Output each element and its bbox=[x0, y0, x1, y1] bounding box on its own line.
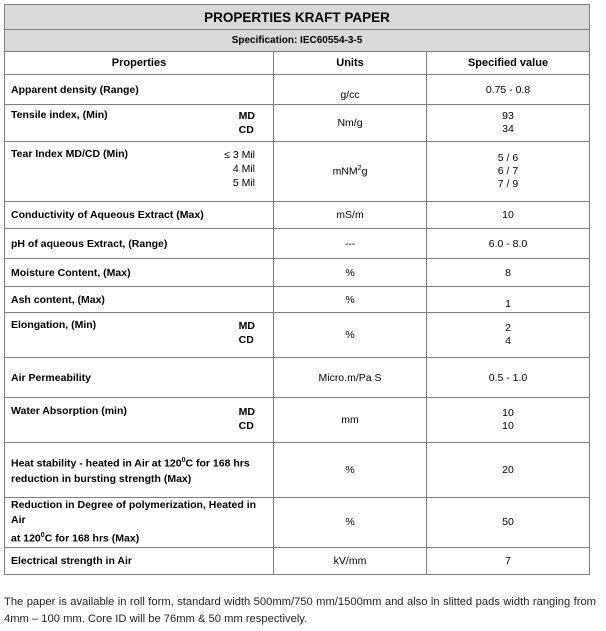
unit-cell: % bbox=[274, 313, 427, 358]
header-properties: Properties bbox=[5, 52, 274, 75]
unit-cell bbox=[274, 142, 427, 202]
thickness-3-mil: ≤ 3 Mil bbox=[224, 149, 255, 161]
direction-md: MD bbox=[238, 110, 255, 122]
table-row bbox=[5, 498, 590, 548]
property-text: Heat stability - heated in Air at 120 bbox=[11, 457, 182, 470]
table-row bbox=[5, 142, 590, 202]
property-line-2 bbox=[11, 528, 267, 547]
property-line-1 bbox=[11, 453, 267, 472]
value-cell: 7 bbox=[427, 547, 590, 574]
property-cell bbox=[5, 398, 274, 443]
value-cell: 0.5 - 1.0 bbox=[427, 358, 590, 398]
property-text: at 120 bbox=[11, 532, 41, 545]
value-cd: 34 bbox=[502, 123, 514, 135]
direction-labels bbox=[239, 405, 255, 433]
table-row bbox=[5, 105, 590, 142]
value-cell: 6.0 - 8.0 bbox=[427, 229, 590, 259]
header-units: Units bbox=[274, 52, 427, 75]
property-label: Water Absorption (min) bbox=[11, 405, 127, 417]
value-cd: 4 bbox=[505, 335, 511, 347]
specification-row bbox=[5, 30, 590, 52]
value-md: 93 bbox=[502, 110, 514, 122]
property-text: C for 168 hrs (Max) bbox=[44, 532, 140, 545]
unit-cell: Nm/g bbox=[274, 105, 427, 142]
thickness-5-mil: 5 Mil bbox=[232, 177, 255, 189]
value-cell bbox=[427, 142, 590, 202]
property-text: C for 168 hrs bbox=[185, 457, 250, 470]
property-cell bbox=[5, 443, 274, 498]
unit-text: mNM bbox=[332, 165, 358, 178]
value-cell: 8 bbox=[427, 259, 590, 287]
unit-cell: mm bbox=[274, 398, 427, 443]
property-cell: Apparent density (Range) bbox=[5, 75, 274, 105]
unit-cell: % bbox=[274, 498, 427, 548]
table-title-row bbox=[5, 5, 590, 30]
table-row bbox=[5, 259, 590, 287]
availability-note: The paper is available in roll form, standard width 500mm/750 mm/1500mm and also in slitted pads width ranging from 4mm – 100 mm. Core ID will be 76mm & 50 mm respectively. bbox=[4, 596, 596, 625]
table-row bbox=[5, 443, 590, 498]
value-5-mil: 7 / 9 bbox=[497, 178, 519, 190]
unit-cell: kV/mm bbox=[274, 547, 427, 574]
table-row bbox=[5, 313, 590, 358]
unit-cell: g/cc bbox=[274, 75, 427, 105]
value-cell: 10 bbox=[427, 202, 590, 229]
value-cell bbox=[427, 313, 590, 358]
thickness-labels bbox=[224, 148, 255, 190]
value-cell: 1 bbox=[427, 287, 590, 313]
table-row bbox=[5, 202, 590, 229]
value-4-mil: 6 / 7 bbox=[497, 165, 519, 177]
table-row bbox=[5, 547, 590, 574]
unit-cell: % bbox=[274, 259, 427, 287]
property-line-1: Reduction in Degree of polymerization, Heated in Air bbox=[11, 499, 257, 526]
property-cell: Air Permeability bbox=[5, 358, 274, 398]
property-cell: Conductivity of Aqueous Extract (Max) bbox=[5, 202, 274, 229]
value-md: 2 bbox=[505, 322, 511, 334]
direction-cd: CD bbox=[238, 420, 254, 432]
direction-md: MD bbox=[238, 320, 255, 332]
unit-cell: --- bbox=[274, 229, 427, 259]
unit-cell: Micro.m/Pa S bbox=[274, 358, 427, 398]
property-label: Tear Index MD/CD (Min) bbox=[11, 148, 129, 160]
property-cell: Ash content, (Max) bbox=[5, 287, 274, 313]
unit-cell: % bbox=[274, 287, 427, 313]
table-title: PROPERTIES KRAFT PAPER bbox=[5, 5, 590, 30]
value-cell: 0.75 - 0.8 bbox=[427, 75, 590, 105]
property-cell bbox=[5, 105, 274, 142]
header-row bbox=[5, 52, 590, 75]
unit-cell: mS/m bbox=[274, 202, 427, 229]
value-cell bbox=[427, 105, 590, 142]
value-cd: 10 bbox=[502, 420, 514, 432]
degree-superscript: 0 bbox=[40, 532, 45, 539]
property-cell bbox=[5, 313, 274, 358]
direction-labels bbox=[239, 319, 255, 347]
value-cell: 50 bbox=[427, 498, 590, 548]
value-cell: 20 bbox=[427, 443, 590, 498]
thickness-4-mil: 4 Mil bbox=[232, 163, 255, 175]
table-row bbox=[5, 287, 590, 313]
table-row bbox=[5, 398, 590, 443]
direction-cd: CD bbox=[238, 124, 254, 136]
property-label: Elongation, (Min) bbox=[11, 319, 97, 331]
value-cell bbox=[427, 398, 590, 443]
value-3-mil: 5 / 6 bbox=[497, 152, 519, 164]
direction-cd: CD bbox=[238, 334, 254, 346]
table-row bbox=[5, 229, 590, 259]
table-row bbox=[5, 358, 590, 398]
value-md: 10 bbox=[502, 407, 514, 419]
unit-text: g bbox=[361, 165, 368, 178]
degree-superscript: 0 bbox=[181, 457, 186, 465]
table-row bbox=[5, 75, 590, 105]
header-value: Specified value bbox=[427, 52, 590, 75]
property-cell: Electrical strength in Air bbox=[5, 547, 274, 574]
property-cell bbox=[5, 142, 274, 202]
property-line-2: reduction in bursting strength (Max) bbox=[11, 472, 192, 485]
direction-md: MD bbox=[238, 406, 255, 418]
unit-superscript: 2 bbox=[357, 165, 362, 173]
property-cell bbox=[5, 498, 274, 548]
specification: Specification: IEC60554-3-5 bbox=[5, 30, 590, 52]
direction-labels bbox=[239, 109, 255, 137]
property-label: Tensile index, (Min) bbox=[11, 109, 108, 121]
properties-table bbox=[4, 4, 590, 575]
property-cell: pH of aqueous Extract, (Range) bbox=[5, 229, 274, 259]
unit-cell: % bbox=[274, 443, 427, 498]
property-cell: Moisture Content, (Max) bbox=[5, 259, 274, 287]
